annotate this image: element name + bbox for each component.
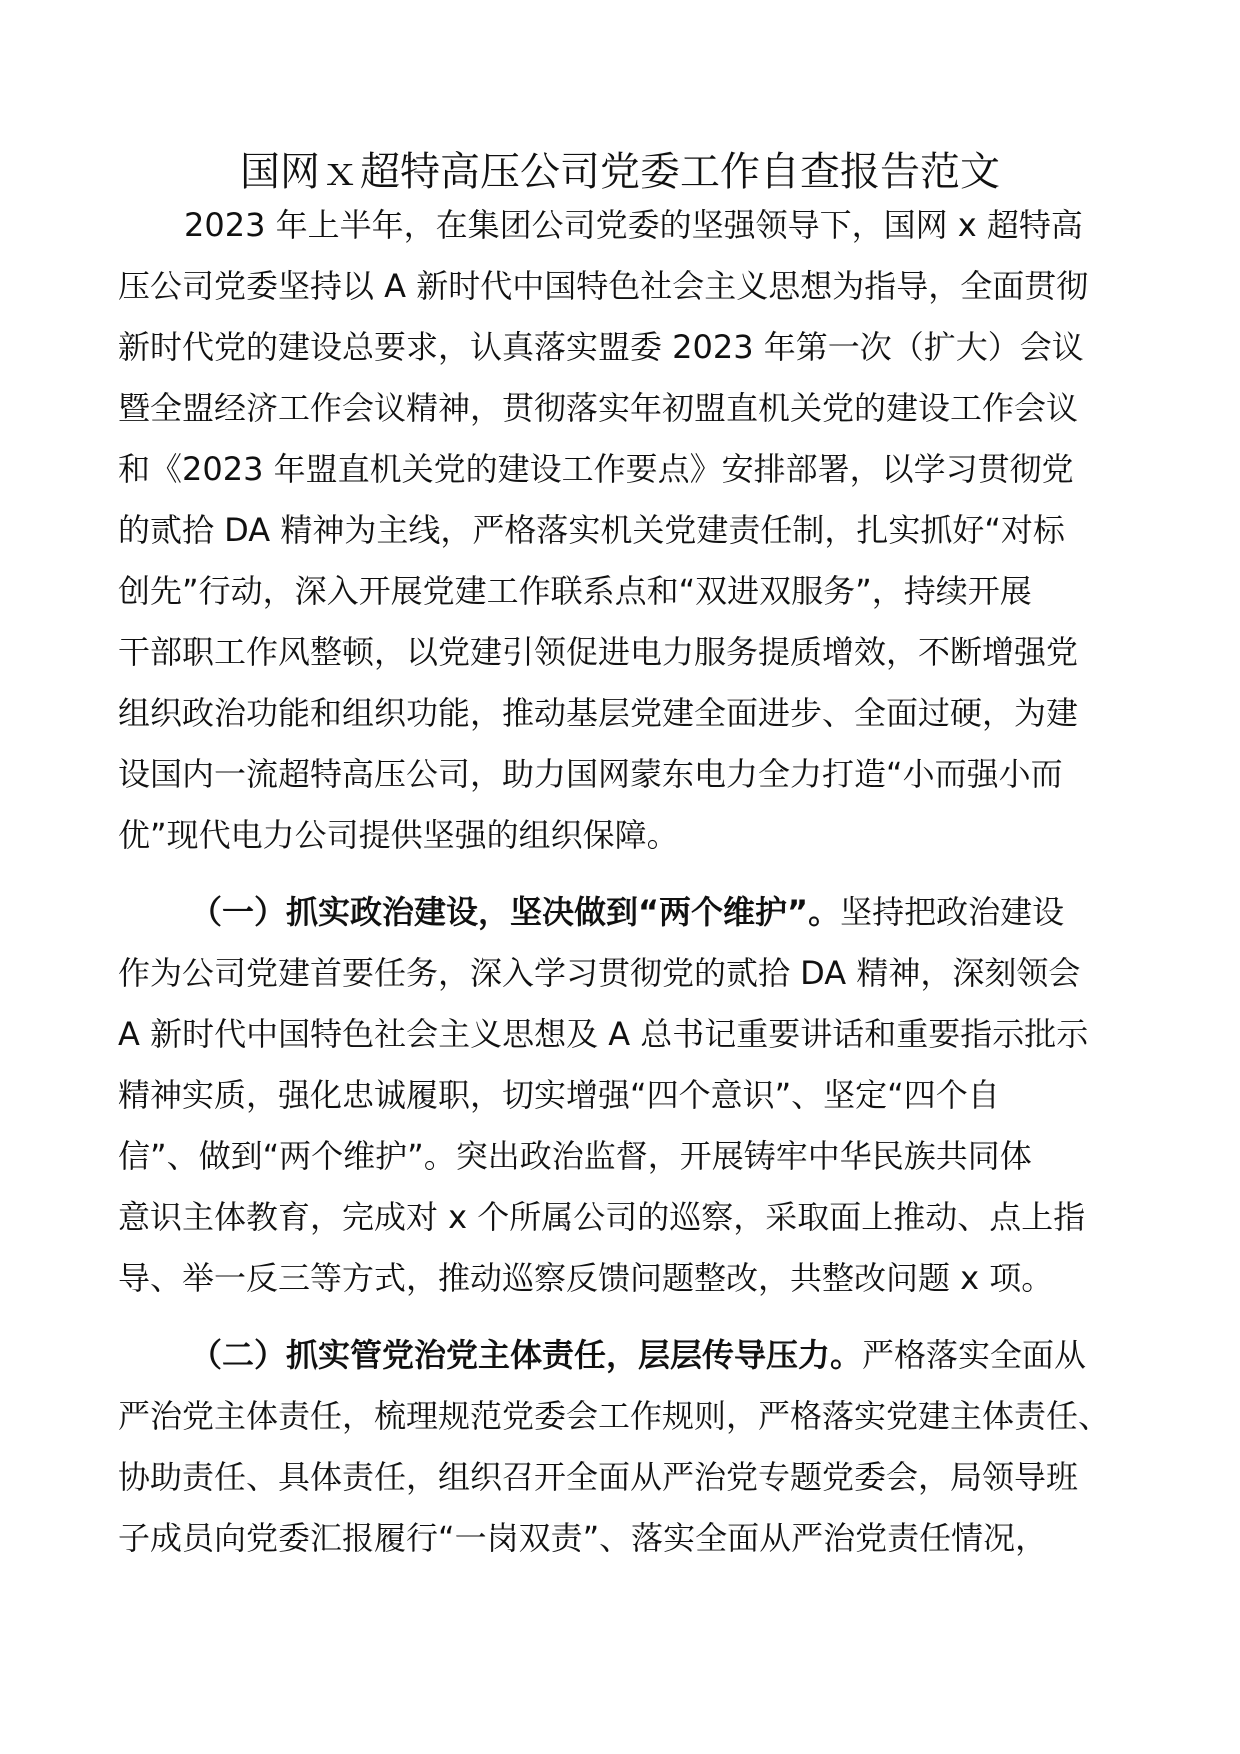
intro-paragraph-line: 新时代党的建设总要求，认真落实盟委 2023 年第一次（扩大）会议 <box>118 328 1084 366</box>
section-1-line: 作为公司党建首要任务，深入学习贯彻党的贰拾 DA 精神，深刻领会 <box>118 954 1081 992</box>
section-1-first-line <box>190 891 1064 933</box>
document-title: 国网ｘ超特高压公司党委工作自查报告范文 <box>240 149 1000 195</box>
section-2-heading: （二）抓实管党治党主体责任，层层传导压力。 <box>190 1336 863 1374</box>
section-1-line: 意识主体教育，完成对 x 个所属公司的巡察，采取面上推动、点上指 <box>118 1198 1086 1236</box>
section-2-first-line <box>190 1334 1086 1376</box>
section-2-line: 子成员向党委汇报履行“一岗双责”、落实全面从严治党责任情况， <box>118 1519 1048 1557</box>
intro-paragraph-line: 创先”行动，深入开展党建工作联系点和“双进双服务”，持续开展 <box>118 572 1032 610</box>
section-2-heading-continuation: 严格落实全面从 <box>862 1336 1087 1374</box>
intro-paragraph-line: 和《2023 年盟直机关党的建设工作要点》安排部署，以学习贯彻党 <box>118 450 1074 488</box>
intro-paragraph-line: 设国内一流超特高压公司，助力国网蒙东电力全力打造“小而强小而 <box>118 755 1063 793</box>
section-1-line: 导、举一反三等方式，推动巡察反馈问题整改，共整改问题 x 项。 <box>118 1259 1054 1297</box>
section-2-line: 协助责任、具体责任，组织召开全面从严治党专题党委会，局领导班 <box>118 1458 1079 1496</box>
section-2-line: 严治党主体责任，梳理规范党委会工作规则，严格落实党建主体责任、 <box>118 1397 1111 1435</box>
section-1-line: A 新时代中国特色社会主义思想及 A 总书记重要讲话和重要指示批示 <box>118 1015 1089 1053</box>
intro-paragraph-line: 2023 年上半年，在集团公司党委的坚强领导下，国网 x 超特高 <box>184 206 1083 244</box>
intro-paragraph-line: 优”现代电力公司提供坚强的组织保障。 <box>118 816 679 854</box>
intro-paragraph-line: 干部职工作风整顿，以党建引领促进电力服务提质增效，不断增强党 <box>118 633 1079 671</box>
intro-paragraph-line: 的贰拾 DA 精神为主线，严格落实机关党建责任制，扎实抓好“对标 <box>118 511 1065 549</box>
intro-paragraph-line: 组织政治功能和组织功能，推动基层党建全面进步、全面过硬，为建 <box>118 694 1079 732</box>
section-1-line: 信”、做到“两个维护”。突出政治监督，开展铸牢中华民族共同体 <box>118 1137 1032 1175</box>
section-1-line: 精神实质，强化忠诚履职，切实增强“四个意识”、坚定“四个自 <box>118 1076 1000 1114</box>
section-1-heading: （一）抓实政治建设，坚决做到“两个维护”。 <box>190 893 841 931</box>
intro-paragraph-line: 暨全盟经济工作会议精神，贯彻落实年初盟直机关党的建设工作会议 <box>118 389 1079 427</box>
intro-paragraph-line: 压公司党委坚持以 A 新时代中国特色社会主义思想为指导，全面贯彻 <box>118 267 1089 305</box>
section-1-heading-continuation: 坚持把政治建设 <box>840 893 1065 931</box>
